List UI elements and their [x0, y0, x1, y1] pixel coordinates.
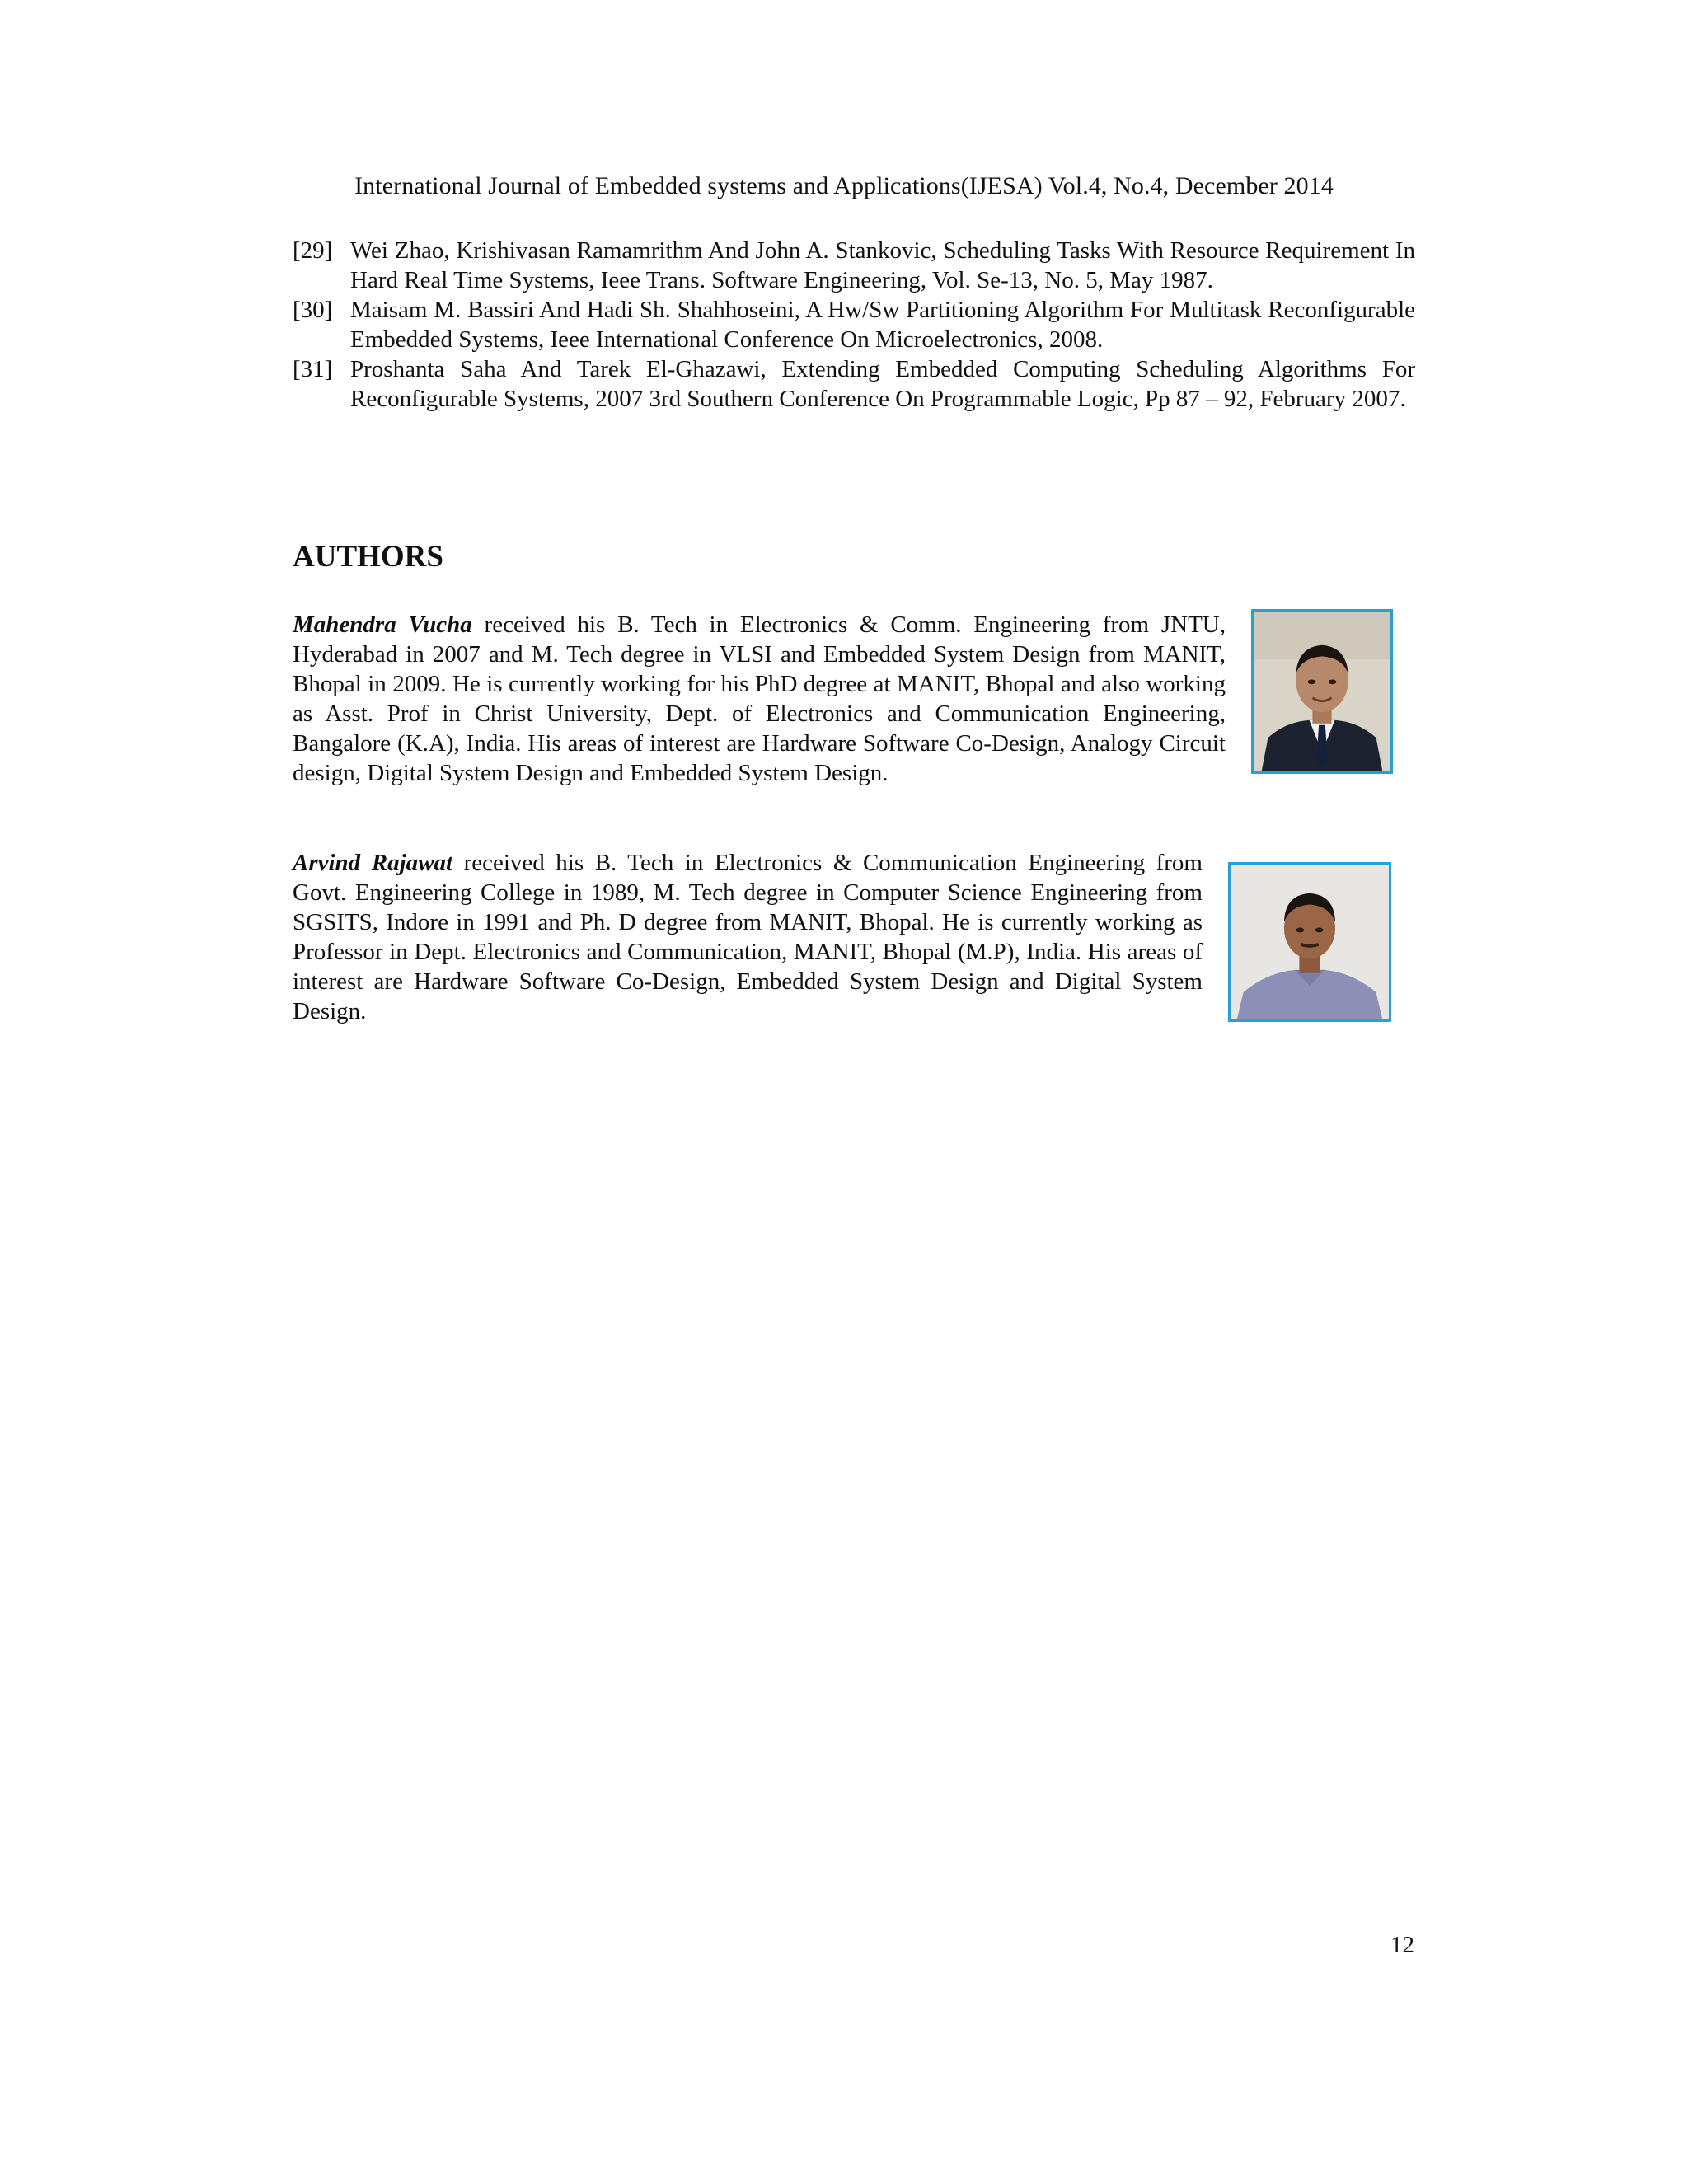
reference-item [293, 354, 1415, 414]
reference-text: Proshanta Saha And Tarek El-Ghazawi, Extending Embedded Computing Scheduling Algorithms For Reconfigurable Systems, 2007 3rd Southern Conference On Programmable Logic, Pp 87 – 92, February 2007. [350, 356, 1415, 412]
running-header: International Journal of Embedded systems and Applications(IJESA) Vol.4, No.4, December 2014 [354, 172, 1334, 199]
reference-text: Maisam M. Bassiri And Hadi Sh. Shahhoseini, A Hw/Sw Partitioning Algorithm For Multitask Reconfigurable Embedded Systems, Ieee International Conference On Microelectronics, 2008. [350, 297, 1415, 353]
author-bio [293, 610, 1226, 788]
author-photo [1251, 609, 1393, 774]
author-bio-text: received his B. Tech in Electronics & Comm. Engineering from JNTU, Hyderabad in 2007 and M. Tech degree in VLSI and Embedded System Design from MANIT, Bhopal in 2009. He is currently working for his PhD degree at MANIT, Bhopal and also working as Asst. Prof in Christ University, Dept. of Electronics and Communication Engineering, Bangalore (K.A), India. His areas of interest are Hardware Software Co-Design, Analogy Circuit design, Digital System Design and Embedded System Design. [293, 612, 1226, 786]
author-name: Mahendra Vucha [293, 612, 472, 638]
reference-item [293, 295, 1415, 354]
reference-number: [29] [293, 237, 333, 264]
reference-text: Wei Zhao, Krishivasan Ramamrithm And John A. Stankovic, Scheduling Tasks With Resource Requirement In Hard Real Time Systems, Ieee Trans. Software Engineering, Vol. Se-13, No. 5, May 1987. [350, 237, 1415, 293]
page-number: 12 [1390, 1932, 1414, 1958]
author-name: Arvind Rajawat [293, 850, 453, 876]
author-bio-text: received his B. Tech in Electronics & Communication Engineering from Govt. Engineering College in 1989, M. Tech degree in Computer Science Engineering from SGSITS, Indore in 1991 and Ph. D degree from MANIT, Bhopal. He is currently working as Professor in Dept. Electronics and Communication, MANIT, Bhopal (M.P), India. His areas of interest are Hardware Software Co-Design, Embedded System Design and Digital System Design. [293, 850, 1203, 1024]
reference-number: [31] [293, 356, 333, 382]
author-bio [293, 848, 1203, 1026]
reference-item [293, 236, 1415, 295]
reference-number: [30] [293, 297, 333, 323]
reference-list [293, 236, 1415, 414]
author-photo [1228, 862, 1391, 1022]
authors-heading: AUTHORS [293, 540, 443, 574]
